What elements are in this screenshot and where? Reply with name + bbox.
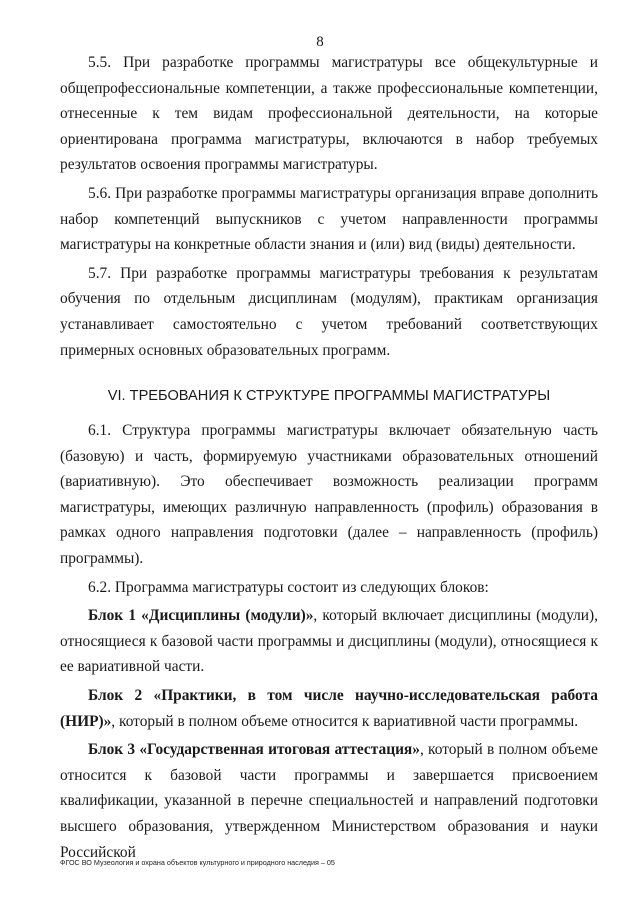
block-2-text: , который в полном объеме относится к вариативной части программы. <box>111 712 579 730</box>
paragraph-block-1 <box>60 603 598 680</box>
section-5-text <box>60 50 598 366</box>
paragraph-5-5: 5.5. При разработке программы магистратуры все общекультурные и общепрофессиональные компетенции, а также профессиональные компетенции, отнесенные к тем видам профессиональной деятельности, на которые ориентирована программа магистратуры, включаются в набор требуемых результатов освоения программы магистратуры. <box>60 54 598 174</box>
paragraph-6-1: 6.1. Структура программы магистратуры включает обязательную часть (базовую) и часть, формируемую участниками образовательных отношений (вариативную). Это обеспечивает возможность реализации программ магистратуры, имеющих различную направленность (профиль) образования в рамках одного направления подготовки (далее – направленность (профиль) программы). <box>60 422 598 567</box>
page-number: 8 <box>316 34 324 50</box>
block-3-title: Блок 3 «Государственная итоговая аттестация» <box>88 741 420 759</box>
paragraph-block-3 <box>60 737 598 865</box>
page-footer: ФГОС ВО Музеология и охрана объектов культурного и природного наследия – 05 <box>60 858 335 867</box>
block-2-title: Блок 2 «Практики, в том числе научно-исследовательская работа (НИР)» <box>60 686 598 730</box>
paragraph-5-6: 5.6. При разработке программы магистратуры организация вправе дополнить набор компетенций выпускников с учетом направленности программы магистратуры на конкретные области знания и (или) вид (виды) деятельности. <box>60 184 598 254</box>
section-6-text <box>60 418 598 865</box>
section-heading: VI. ТРЕБОВАНИЯ К СТРУКТУРЕ ПРОГРАММЫ МАГИСТРАТУРЫ <box>107 388 551 404</box>
block-1-title: Блок 1 «Дисциплины (модули)» <box>88 607 314 625</box>
paragraph-6-2: 6.2. Программа магистратуры состоит из следующих блоков: <box>88 578 489 596</box>
paragraph-5-7: 5.7. При разработке программы магистратуры требования к результатам обучения по отдельным дисциплинам (модулям), практикам организация устанавливает самостоятельно с учетом требований соответствующих примерных основных образовательных программ. <box>60 264 598 359</box>
block-1-text: , который включает дисциплины (модули), относящиеся к базовой части программы и дисциплины (модули), относящиеся к ее вариативной части. <box>60 607 598 676</box>
block-3-text: , который в полном объеме относится к базовой части программы и завершается присвоением квалификации, указанной в перечне специальностей и направлений подготовки высшего образования, утвержденном Министерством образования и науки Российской <box>60 741 598 861</box>
paragraph-block-2 <box>60 683 598 734</box>
